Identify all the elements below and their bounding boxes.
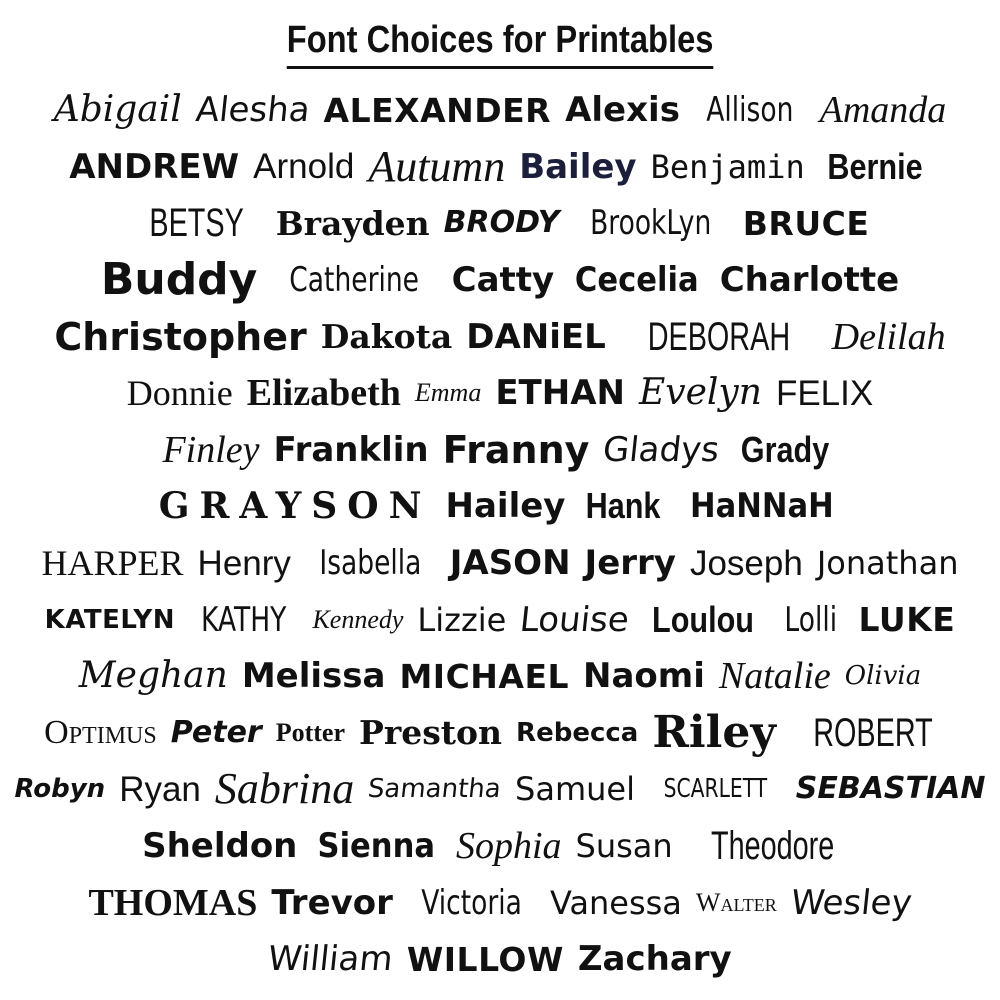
name-sample: William [266,939,395,980]
name-sample: THOMAS [88,881,258,924]
name-sample: Buddy [100,254,258,306]
name-sample: Jonathan [816,544,959,583]
name-sample: Louise [518,599,632,640]
name-sample: Wesley [788,882,914,923]
name-sample: Peter [170,714,262,750]
name-sample: Autumn [368,141,506,191]
name-sample: Melissa [241,656,386,697]
name-row [0,705,1000,762]
name-sample: KATELYN [44,604,176,635]
name-sample: Bailey [519,146,637,187]
name-sample: Meghan [78,655,228,697]
name-row [0,478,1000,535]
name-sample: SCARLETT [663,774,768,805]
name-row [0,761,1000,818]
name-row [0,591,1000,648]
page-title: Font Choices for Printables [287,14,714,69]
name-sample: GRAYSON [158,485,432,528]
name-sample: Naomi [583,656,705,697]
name-sample: Cecelia [575,260,699,301]
name-sample: Samuel [515,770,635,809]
name-row [0,139,1000,196]
name-sample: ALEXANDER [323,90,552,130]
name-sample: Walter [695,887,777,917]
name-sample: ANDREW [69,146,240,187]
name-row [0,308,1000,365]
name-row [0,195,1000,252]
name-sample: Samantha [366,774,503,805]
name-row [0,252,1000,309]
name-sample: Olivia [844,661,922,692]
name-sample: Preston [359,713,503,753]
name-sample: Benjamin [650,147,805,186]
name-sample: Potter [275,717,346,747]
name-sample: Joseph [689,543,803,583]
name-row [0,365,1000,422]
name-sample: Lizzie [417,600,507,639]
name-sample: Emma [414,378,482,408]
page-title-container [0,14,1000,72]
name-row [0,82,1000,139]
name-sample: Donnie [126,373,233,414]
name-row [0,535,1000,592]
name-sample: Christopher [54,314,307,359]
name-sample: WILLOW [406,939,564,979]
name-row [0,648,1000,705]
name-sample: Hailey [445,486,566,527]
name-sample: HARPER [41,543,184,584]
name-sample: BETSY [148,201,244,246]
name-sample: Rebecca [516,717,639,748]
name-sample: Brayden [275,203,430,243]
name-sample: Allison [706,90,794,131]
name-sample: Zachary [577,939,732,980]
name-row [0,874,1000,931]
name-list [0,82,1000,988]
name-sample: Charlotte [719,260,900,301]
name-sample: Amanda [819,89,947,132]
name-sample: Franklin [273,429,429,470]
name-sample: Susan [575,827,673,866]
name-sample: Delilah [831,315,946,358]
name-sample: Robyn [14,774,106,805]
name-sample: Isabella [319,543,422,584]
name-sample: Natalie [718,655,831,698]
name-sample: Franny [442,427,590,472]
name-sample: FELIX [775,373,874,413]
name-sample: ETHAN [495,373,625,414]
name-sample: Arnold [253,147,355,187]
name-row [0,818,1000,875]
name-sample: Sabrina [214,764,355,814]
name-sample: Optimus [44,713,157,751]
name-sample: Sophia [455,825,562,868]
name-sample: DANiEL [466,316,606,357]
name-sample: Catty [451,260,555,301]
name-sample: Alexis [565,90,680,131]
name-sample: LUKE [858,600,956,640]
name-sample: Evelyn [638,372,762,414]
name-sample: Catherine [289,260,420,301]
name-sample: JASON [449,543,571,584]
name-sample: Abigail [53,89,182,131]
name-sample: SEBASTIAN [795,771,986,807]
name-sample: Finley [162,428,260,471]
name-sample: Kennedy [312,604,404,634]
name-sample: BRUCE [742,203,870,243]
name-sample: DEBORAH [647,314,790,359]
name-row [0,931,1000,988]
name-sample: MICHAEL [399,656,570,696]
name-sample: Vanessa [549,883,682,922]
name-sample: ROBERT [813,710,933,755]
name-sample: Hank [586,485,661,527]
name-sample: Loulou [652,598,755,640]
name-sample: Alesha [193,90,312,131]
name-sample: Henry [197,543,291,583]
name-sample: Sheldon [142,826,298,867]
name-sample: Trevor [271,882,393,923]
name-sample: Dakota [320,317,453,357]
name-sample: Riley [652,706,776,758]
name-row [0,422,1000,479]
name-sample: BrookLyn [590,203,712,244]
name-sample: Lolli [784,599,838,640]
name-sample: BRODY [443,205,560,241]
name-sample: Bernie [827,145,923,187]
name-sample: HaNNaH [689,486,834,527]
name-sample: Theodore [710,824,834,869]
name-sample: Ryan [119,769,201,809]
name-sample: Victoria [421,882,522,923]
name-sample: Elizabeth [246,372,401,415]
name-sample: Gladys [601,429,722,470]
name-sample: Grady [741,428,830,470]
name-sample: Jerry [584,543,676,584]
name-sample: KATHY [201,599,287,640]
name-sample: Sienna [317,826,436,867]
